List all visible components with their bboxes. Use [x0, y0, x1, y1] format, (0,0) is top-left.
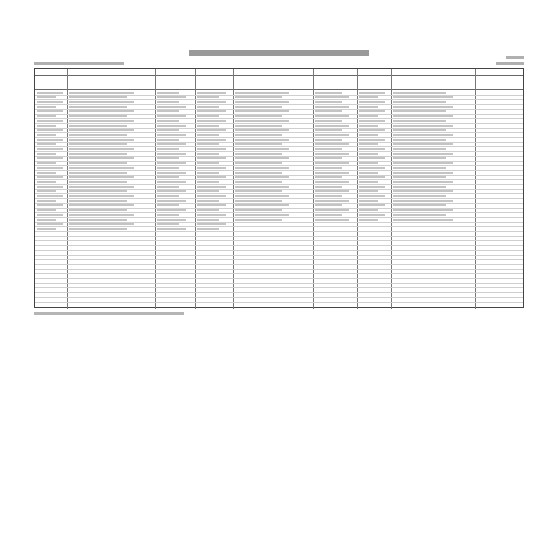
table-cell [69, 157, 134, 159]
table-cell [197, 125, 219, 127]
table-cell [69, 190, 127, 192]
table-cell [393, 167, 446, 169]
table-row [35, 236, 523, 237]
table-cell [359, 153, 378, 155]
table-cell [157, 157, 179, 159]
table-cell [235, 204, 289, 206]
table-cell [393, 200, 453, 202]
table-cell [69, 134, 127, 136]
table-cell [359, 92, 385, 94]
table-cell [197, 115, 219, 117]
table-cell [37, 209, 56, 211]
table-cell [197, 181, 219, 183]
table-cell [37, 120, 63, 122]
table-cell [69, 214, 134, 216]
table-row [35, 287, 523, 288]
table-cell [37, 143, 56, 145]
table-cell [197, 204, 226, 206]
table-cell [37, 186, 63, 188]
table-cell [69, 219, 127, 221]
table-row [35, 297, 523, 298]
table-cell [37, 148, 63, 150]
table-cell [197, 157, 226, 159]
table-cell [359, 101, 385, 103]
table-cell [69, 101, 134, 103]
table-cell [37, 176, 63, 178]
table-cell [235, 129, 289, 131]
table-cell [37, 101, 63, 103]
table-cell [157, 200, 186, 202]
table-cell [235, 115, 282, 117]
table-cell [359, 125, 378, 127]
table-cell [235, 200, 282, 202]
table-cell [393, 148, 446, 150]
table-cell [69, 167, 134, 169]
table-cell [235, 134, 282, 136]
table-cell [393, 186, 446, 188]
budget-expenditure-sheet [34, 50, 524, 315]
table-cell [393, 195, 446, 197]
table-cell [157, 228, 186, 230]
table-cell [393, 172, 453, 174]
table-cell [69, 110, 134, 112]
table-cell [157, 181, 186, 183]
table-cell [315, 96, 349, 98]
table-cell [315, 176, 342, 178]
table-cell [157, 96, 186, 98]
table-cell [235, 162, 282, 164]
table-cell [315, 209, 349, 211]
table-cell [315, 200, 349, 202]
table-footnote [34, 312, 184, 315]
table-cell [393, 209, 453, 211]
table-cell [235, 167, 289, 169]
table-cell [69, 181, 127, 183]
table-cell [359, 143, 378, 145]
table-cell [37, 167, 63, 169]
table-row [35, 245, 523, 246]
table-cell [315, 157, 342, 159]
table-cell [393, 157, 446, 159]
table-cell [69, 96, 127, 98]
table-cell [157, 209, 186, 211]
table-cell [69, 120, 134, 122]
table-cell [359, 181, 378, 183]
table-cell [37, 129, 63, 131]
table-cell [157, 219, 186, 221]
table-cell [197, 139, 226, 141]
table-cell [393, 214, 446, 216]
table-cell [37, 219, 56, 221]
table-cell [359, 204, 385, 206]
table-cell [359, 167, 385, 169]
table-cell [37, 115, 56, 117]
table-group-header [35, 69, 523, 76]
table-cell [315, 125, 349, 127]
table-cell [235, 153, 282, 155]
table-cell [235, 157, 289, 159]
table-cell [69, 172, 127, 174]
table-cell [69, 143, 127, 145]
department-label [34, 62, 124, 65]
table-cell [157, 204, 179, 206]
table-cell [37, 190, 56, 192]
table-cell [393, 129, 446, 131]
table-cell [235, 181, 282, 183]
table-cell [37, 195, 63, 197]
table-cell [37, 181, 56, 183]
table-cell [197, 101, 226, 103]
table-cell [235, 120, 289, 122]
table-cell [393, 120, 446, 122]
table-cell [69, 115, 127, 117]
table-cell [157, 110, 179, 112]
table-row [35, 264, 523, 265]
table-cell [315, 115, 349, 117]
unit-label [496, 62, 524, 65]
table-cell [197, 200, 219, 202]
table-cell [69, 125, 127, 127]
table-cell [393, 219, 453, 221]
table-cell [157, 153, 186, 155]
table-cell [69, 162, 127, 164]
table-cell [197, 129, 226, 131]
table-cell [69, 209, 127, 211]
table-cell [393, 115, 453, 117]
table-cell [359, 162, 378, 164]
table-cell [315, 134, 349, 136]
sheet-title [189, 50, 369, 56]
table-cell [69, 228, 127, 230]
table-cell [393, 143, 453, 145]
table-cell [197, 219, 219, 221]
table-cell [315, 110, 342, 112]
table-cell [69, 176, 134, 178]
table-cell [315, 120, 342, 122]
table-cell [235, 219, 282, 221]
table-cell [393, 110, 446, 112]
table-cell [359, 110, 385, 112]
table-cell [359, 200, 378, 202]
table-cell [197, 162, 219, 164]
table-cell [197, 176, 226, 178]
table-cell [359, 172, 378, 174]
table-cell [37, 125, 56, 127]
table-cell [197, 172, 219, 174]
table-cell [157, 92, 179, 94]
table-cell [315, 204, 342, 206]
table-cell [157, 176, 179, 178]
table-cell [197, 92, 226, 94]
table-cell [157, 143, 186, 145]
table-cell [37, 172, 56, 174]
table-cell [69, 92, 134, 94]
table-cell [315, 162, 349, 164]
table-cell [157, 214, 179, 216]
table-cell [235, 148, 289, 150]
table-cell [37, 153, 56, 155]
table-cell [315, 167, 342, 169]
table-cell [359, 106, 378, 108]
table-cell [315, 181, 349, 183]
table-cell [157, 167, 179, 169]
table-cell [235, 143, 282, 145]
table-cell [359, 190, 378, 192]
table-row [35, 259, 523, 260]
table-cell [315, 139, 342, 141]
table-cell [197, 120, 226, 122]
table-cell [197, 214, 226, 216]
table-cell [235, 172, 282, 174]
table-cell [393, 139, 446, 141]
table-cell [69, 186, 134, 188]
table-cell [157, 139, 179, 141]
table-cell [393, 92, 446, 94]
table-cell [69, 204, 134, 206]
table-cell [315, 148, 342, 150]
table-cell [393, 101, 446, 103]
table-cell [37, 92, 63, 94]
table-cell [157, 162, 186, 164]
table-cell [235, 125, 282, 127]
table-cell [235, 106, 282, 108]
table-cell [235, 92, 289, 94]
table-cell [359, 186, 385, 188]
table-cell [235, 186, 289, 188]
table-cell [197, 96, 219, 98]
table-cell [197, 223, 226, 225]
table-cell [157, 129, 179, 131]
table-cell [359, 139, 385, 141]
table-row [35, 302, 523, 303]
table-cell [197, 167, 226, 169]
table-row [35, 231, 523, 232]
table-row [35, 292, 523, 293]
table-cell [393, 153, 453, 155]
table-cell [235, 195, 289, 197]
table-cell [197, 134, 219, 136]
table-cell [197, 148, 226, 150]
table-cell [157, 172, 186, 174]
table-cell [197, 153, 219, 155]
table-cell [157, 195, 179, 197]
table-cell [359, 214, 385, 216]
table-cell [359, 134, 378, 136]
table-cell [393, 106, 453, 108]
table-cell [157, 148, 179, 150]
table-row [35, 269, 523, 270]
table-cell [235, 101, 289, 103]
table-cell [315, 143, 349, 145]
table-cell [315, 214, 342, 216]
table-cell [157, 106, 186, 108]
table-cell [359, 115, 378, 117]
table-cell [235, 209, 282, 211]
table-cell [197, 195, 226, 197]
expenditure-table [34, 68, 524, 308]
table-cell [69, 148, 134, 150]
table-cell [315, 153, 349, 155]
table-cell [315, 101, 342, 103]
table-cell [157, 101, 179, 103]
table-cell [393, 162, 453, 164]
table-cell [197, 186, 226, 188]
table-cell [37, 204, 63, 206]
table-cell [235, 139, 289, 141]
table-cell [69, 200, 127, 202]
table-cell [197, 110, 226, 112]
table-cell [197, 106, 219, 108]
table-cell [37, 214, 63, 216]
table-cell [69, 129, 134, 131]
table-cell [37, 228, 56, 230]
table-cell [359, 176, 385, 178]
table-cell [359, 120, 385, 122]
table-cell [157, 186, 179, 188]
table-cell [235, 214, 289, 216]
table-cell [393, 190, 453, 192]
table-cell [359, 129, 385, 131]
table-cell [157, 223, 179, 225]
table-cell [69, 223, 134, 225]
table-cell [37, 157, 63, 159]
table-cell [37, 139, 63, 141]
table-row [35, 278, 523, 279]
table-cell [37, 223, 63, 225]
table-cell [37, 134, 56, 136]
table-cell [315, 106, 349, 108]
table-cell [157, 115, 186, 117]
table-cell [37, 106, 56, 108]
table-cell [197, 209, 219, 211]
table-row [35, 250, 523, 251]
table-cell [157, 120, 179, 122]
table-row [35, 255, 523, 256]
table-cell [37, 162, 56, 164]
table-cell [315, 190, 349, 192]
table-cell [197, 143, 219, 145]
table-row [35, 240, 523, 241]
table-row [35, 273, 523, 274]
table-cell [315, 219, 349, 221]
table-cell [315, 92, 342, 94]
table-cell [315, 195, 342, 197]
table-cell [393, 181, 453, 183]
table-cell [69, 153, 127, 155]
table-cell [69, 106, 127, 108]
table-cell [393, 134, 453, 136]
table-cell [359, 148, 385, 150]
table-cell [157, 190, 186, 192]
table-cell [393, 204, 446, 206]
table-column-header [35, 76, 523, 90]
table-cell [69, 195, 134, 197]
form-code [506, 56, 524, 59]
table-cell [157, 125, 186, 127]
table-cell [235, 110, 289, 112]
table-cell [235, 96, 282, 98]
table-cell [393, 96, 453, 98]
table-cell [315, 172, 349, 174]
table-cell [37, 110, 63, 112]
table-cell [393, 176, 446, 178]
table-cell [315, 186, 342, 188]
table-cell [359, 96, 378, 98]
table-cell [315, 129, 342, 131]
table-cell [235, 176, 289, 178]
table-cell [69, 139, 134, 141]
table-cell [393, 125, 453, 127]
table-cell [359, 157, 385, 159]
table-cell [235, 190, 282, 192]
table-cell [359, 195, 385, 197]
table-cell [197, 190, 219, 192]
table-cell [37, 96, 56, 98]
table-row [35, 283, 523, 284]
table-cell [37, 200, 56, 202]
table-cell [157, 134, 186, 136]
table-cell [197, 228, 219, 230]
table-cell [359, 219, 378, 221]
table-cell [359, 209, 378, 211]
